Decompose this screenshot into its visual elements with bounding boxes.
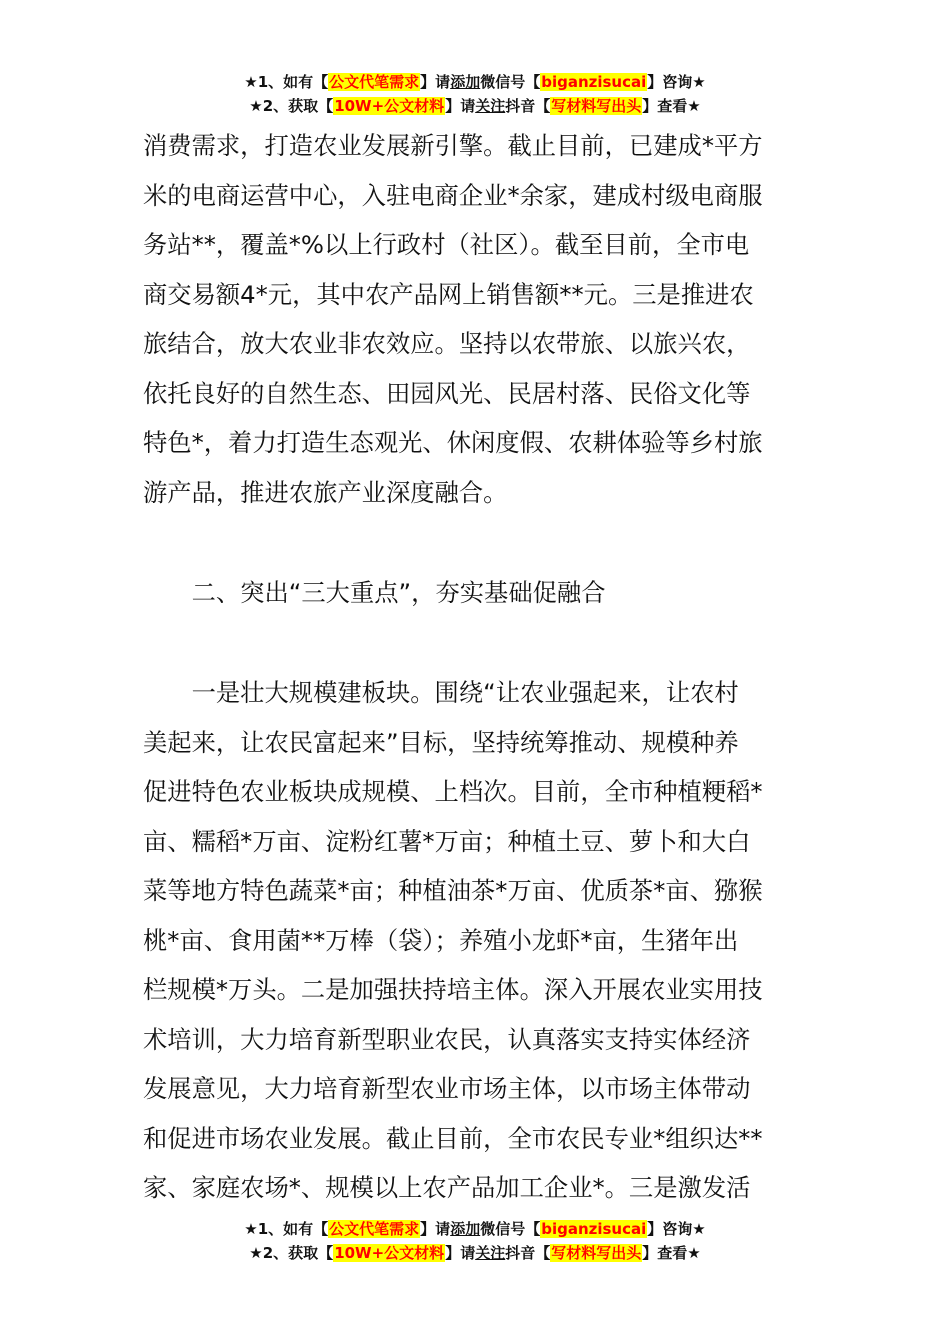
bottom-banner-highlight-materials: 10W+公文材料 [334, 1244, 445, 1262]
paragraph-1-line: 米的电商运营中心，入驻电商企业*余家，建成村级电商服 [143, 180, 763, 210]
top-banner-highlight-wechat-id: biganzisucai [541, 73, 647, 91]
paragraph-1-line: 游产品，推进农旅产业深度融合。 [143, 477, 508, 507]
bottom-banner-line-2-mid2: 抖音【 [505, 1244, 551, 1262]
paragraph-1-line: 务站**，覆盖*%以上行政村（社区）。截至目前，全市电 [143, 230, 750, 259]
paragraph-2-line: 发展意见，大力培育新型农业市场主体，以市场主体带动 [143, 1074, 751, 1103]
paragraph-2-line: 促进特色农业板块成规模、上档次。目前，全市种植粳稻* [143, 777, 763, 806]
top-banner-line-2 [0, 94, 950, 118]
bottom-banner-underline-follow: 关注 [475, 1244, 506, 1262]
top-banner-line-2-mid: 】请 [445, 97, 476, 115]
paragraph-2-line: 术培训，大力培育新型职业农民，认真落实支持实体经济 [143, 1024, 751, 1054]
paragraph-2 [143, 668, 807, 1213]
bottom-banner-line-1-suffix: 】咨询★ [647, 1220, 706, 1238]
top-banner-line-2-suffix: 】查看★ [642, 97, 701, 115]
bottom-banner-highlight-wechat-id: biganzisucai [541, 1220, 647, 1238]
bottom-banner-line-1 [0, 1217, 950, 1241]
paragraph-2-line: 亩、糯稻*万亩、淀粉红薯*万亩；种植土豆、萝卜和大白 [143, 826, 751, 856]
bottom-banner-underline-add: 添加 [450, 1220, 481, 1238]
top-banner-highlight-douyin: 写材料写出头 [551, 97, 642, 115]
top-banner-line-1-mid: 】请 [420, 73, 451, 91]
section-heading: 二、突出“三大重点”，夯实基础促融合 [191, 578, 606, 607]
paragraph-1-line: 特色*，着力打造生态观光、休闲度假、农耕体验等乡村旅 [143, 428, 763, 457]
top-banner-underline-add: 添加 [450, 73, 481, 91]
top-banner-line-1-prefix: ★1、如有【 [244, 73, 329, 91]
paragraph-2-line: 菜等地方特色蔬菜*亩；种植油茶*万亩、优质茶*亩、猕猴 [143, 876, 763, 905]
top-promo-banner [0, 70, 950, 118]
top-banner-underline-follow: 关注 [475, 97, 506, 115]
paragraph-2-line: 家、家庭农场*、规模以上农产品加工企业*。三是激发活 [143, 1173, 751, 1202]
paragraph-1-line: 旅结合，放大农业非农效应。坚持以农带旅、以旅兴农， [143, 329, 751, 358]
paragraph-1-line: 商交易额4*元，其中农产品网上销售额**元。三是推进农 [143, 279, 754, 309]
paragraph-2-line: 一是壮大规模建板块。围绕“让农业强起来，让农村 [191, 678, 739, 707]
bottom-banner-line-2 [0, 1241, 950, 1265]
top-banner-line-1 [0, 70, 950, 94]
bottom-banner-highlight-service: 公文代笔需求 [329, 1220, 420, 1238]
top-banner-line-1-suffix: 】咨询★ [647, 73, 706, 91]
paragraph-2-line: 美起来，让农民富起来”目标，坚持统筹推动、规模种养 [143, 727, 739, 757]
paragraph-1-line: 消费需求，打造农业发展新引擎。截止目前，已建成*平方 [143, 131, 763, 160]
paragraph-2-line: 栏规模*万头。二是加强扶持培主体。深入开展农业实用技 [143, 975, 763, 1004]
paragraph-2-line: 和促进市场农业发展。截止目前，全市农民专业*组织达** [143, 1123, 763, 1153]
paragraph-1 [143, 121, 807, 517]
bottom-promo-banner [0, 1217, 950, 1265]
bottom-banner-line-1-prefix: ★1、如有【 [244, 1220, 329, 1238]
paragraph-2-line: 桃*亩、食用菌**万棒（袋）；养殖小龙虾*亩，生猪年出 [143, 925, 739, 955]
top-banner-line-2-mid2: 抖音【 [505, 97, 551, 115]
bottom-banner-line-1-mid: 】请 [420, 1220, 451, 1238]
paragraph-1-line: 依托良好的自然生态、田园风光、民居村落、民俗文化等 [143, 378, 751, 408]
top-banner-line-2-prefix: ★2、获取【 [249, 97, 334, 115]
bottom-banner-line-2-mid: 】请 [445, 1244, 476, 1262]
bottom-banner-highlight-douyin: 写材料写出头 [551, 1244, 642, 1262]
bottom-banner-line-2-suffix: 】查看★ [642, 1244, 701, 1262]
bottom-banner-line-2-prefix: ★2、获取【 [249, 1244, 334, 1262]
bottom-banner-line-1-mid2: 微信号【 [480, 1220, 541, 1238]
top-banner-line-1-mid2: 微信号【 [480, 73, 541, 91]
top-banner-highlight-materials: 10W+公文材料 [334, 97, 445, 115]
top-banner-highlight-service: 公文代笔需求 [329, 73, 420, 91]
